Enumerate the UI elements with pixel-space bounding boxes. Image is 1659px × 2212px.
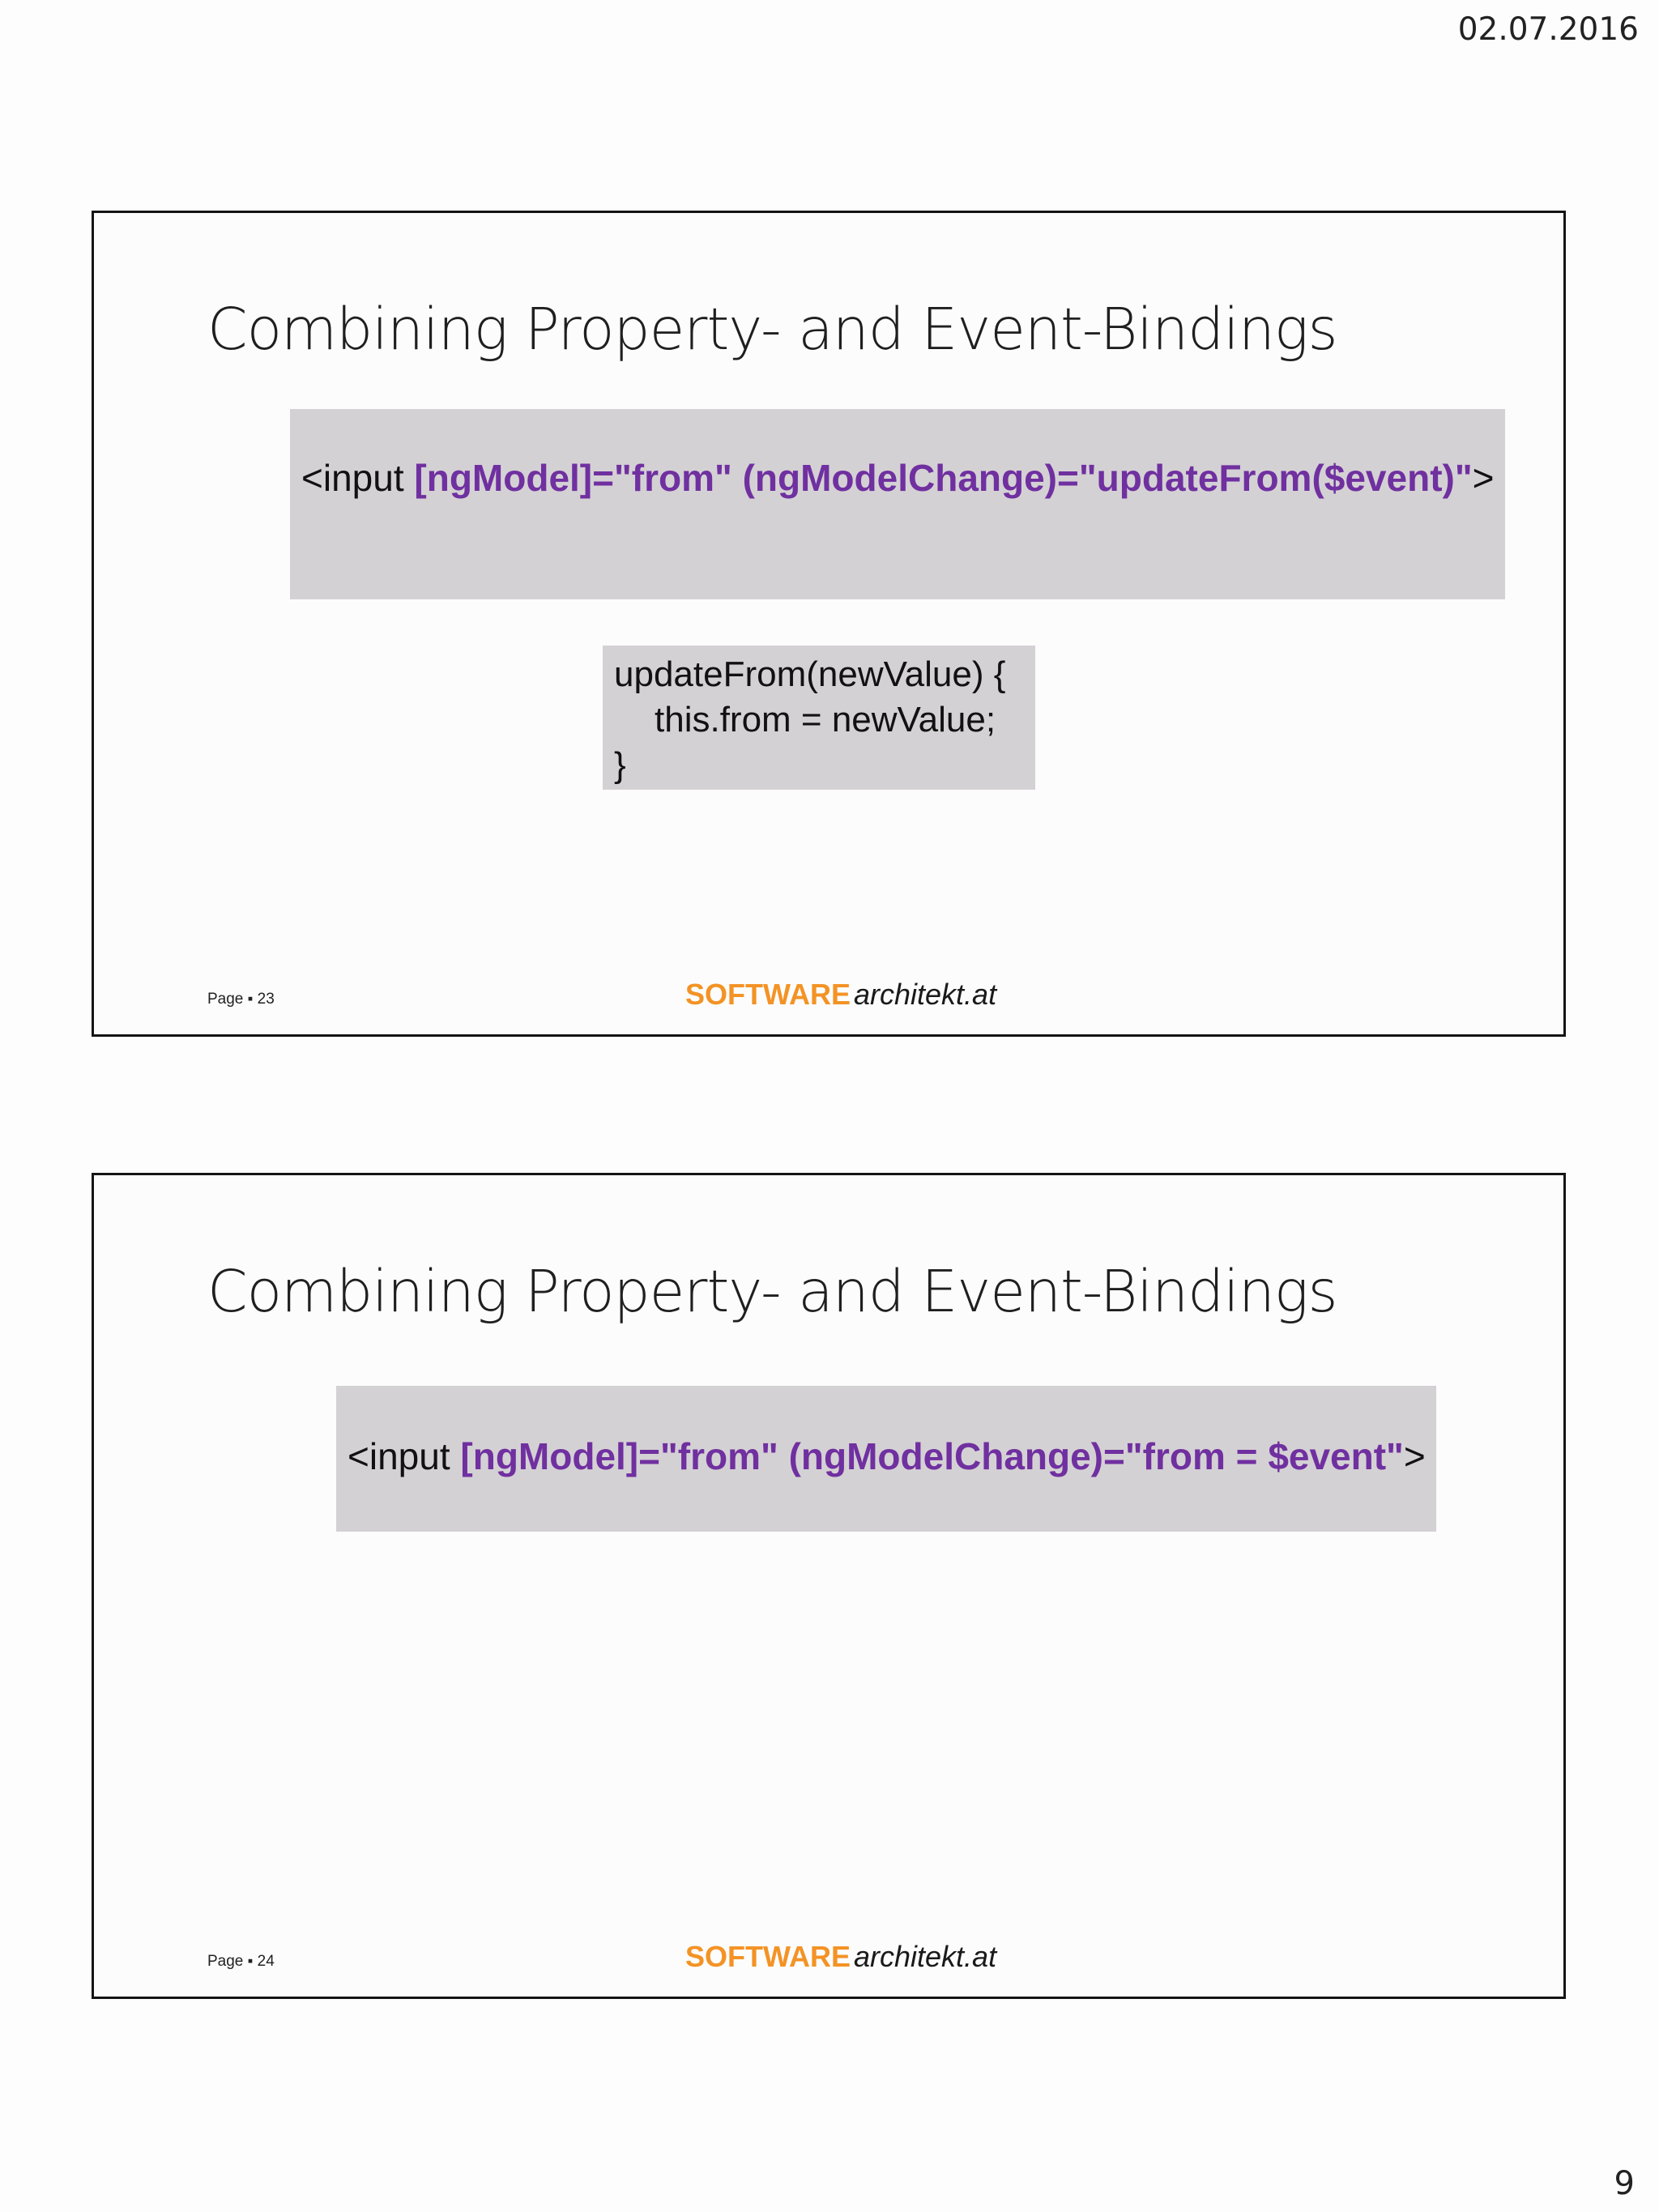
code-prefix: <input [301,457,415,499]
slide-page-label: Page ▪ 24 [207,1953,275,1970]
logo-domain-text: architekt.at [854,978,997,1011]
code-suffix: > [1403,1435,1426,1477]
code-suffix: > [1472,457,1495,499]
code-prefix: <input [348,1435,461,1477]
logo-domain-text: architekt.at [854,1940,997,1973]
code-line: } [614,745,626,785]
code-snippet-function [603,646,1035,790]
slide-24 [92,1173,1566,1999]
code-snippet-input [336,1386,1436,1532]
code-binding-highlight: [ngModel]="from" (ngModelChange)="updateFrom($event)" [414,457,1473,499]
code-binding-highlight: [ngModel]="from" (ngModelChange)="from = $event" [460,1435,1404,1477]
code-snippet-input [290,409,1505,599]
slide-title: Combining Property- and Event-Bindings [207,1258,1337,1325]
slide-page-label: Page ▪ 23 [207,991,275,1008]
code-line: this.from = newValue; [655,700,996,739]
slide-23 [92,211,1566,1037]
logo-software-text: SOFTWARE [685,978,851,1011]
logo [685,1940,996,1974]
handout-date: 02.07.2016 [1457,11,1639,48]
slide-title: Combining Property- and Event-Bindings [207,296,1337,363]
code-line: updateFrom(newValue) { [614,654,1006,694]
logo [685,978,996,1012]
handout-page-number: 9 [1614,2165,1635,2202]
logo-software-text: SOFTWARE [685,1940,851,1973]
